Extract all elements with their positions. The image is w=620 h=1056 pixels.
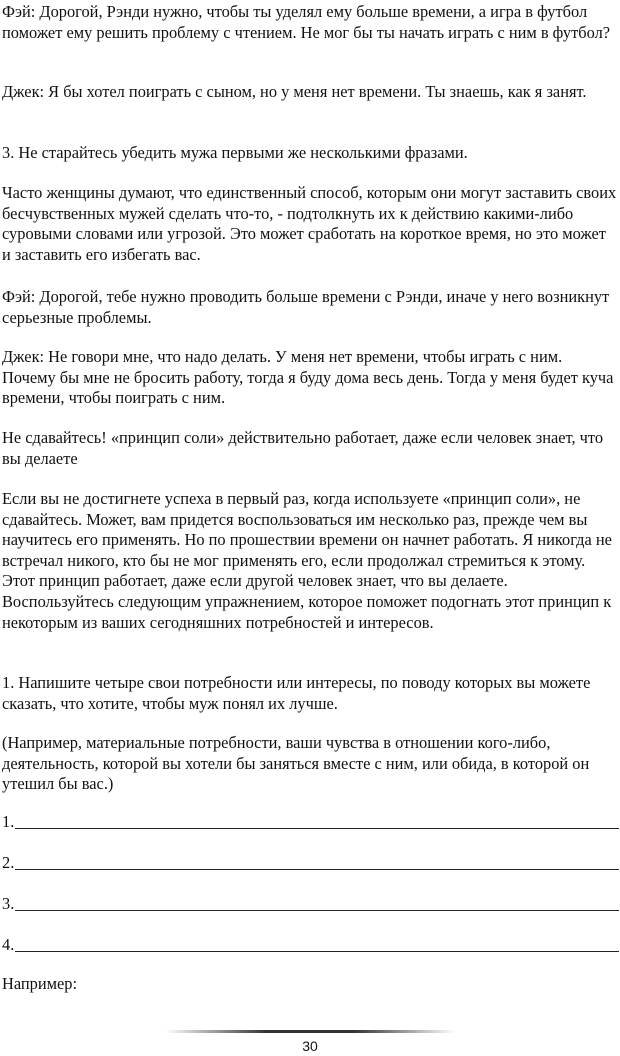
footer-divider bbox=[165, 1030, 455, 1033]
paragraph-salt-principle: Если вы не достигнете успеха в первый раз, когда используете «принцип соли», не сдавайтесь. Может, вам придется воспользоваться им несколько раз, прежде чем вы научитесь его применять. Но по прошествии времени он начнет работать. Я никогда не встречал никого, кто бы не мог применять его, если продолжал стремиться к этому. Этот принцип работает, даже если другой человек знает, что вы делаете. Воспользуйтесь следующим упражнением, которое поможет подогнать этот принцип к некоторым из ваших сегодняшних потребностей и интересов. bbox=[2, 489, 612, 632]
paragraph-example-note: (Например, материальные потребности, ваши чувства в отношении кого-либо, деятельность, которой вы хотели бы заняться вместе с ним, или обида, в которой он утешил бы вас.) bbox=[2, 733, 590, 794]
blank-line bbox=[15, 869, 619, 870]
fill-line-1[interactable] bbox=[2, 810, 619, 832]
paragraph-women-think: Часто женщины думают, что единственный способ, которым они могут заставить своих бесчувственных мужей сделать что-то, - подтолкнуть их к действию какими-либо суровыми словами или угрозой. Это может сработать на короткое время, но это может и заставить его избегать вас. bbox=[2, 183, 617, 264]
paragraph-fay-football: Фэй: Дорогой, Рэнди нужно, чтобы ты уделял ему больше времени, а игра в футбол поможет ему решить проблему с чтением. Не мог бы ты начать играть с ним в футбол? bbox=[2, 2, 611, 42]
fill-line-3[interactable] bbox=[2, 892, 619, 914]
blank-line bbox=[15, 828, 619, 829]
blank-line bbox=[15, 910, 619, 911]
fill-line-number: 4. bbox=[2, 935, 15, 954]
paragraph-exercise-1: 1. Напишите четыре свои потребности или интересы, по поводу которых вы можете сказать, что хотите, чтобы муж понял их лучше. bbox=[2, 673, 591, 713]
page-number: 30 bbox=[302, 1038, 318, 1054]
paragraph-jack-busy: Джек: Я бы хотел поиграть с сыном, но у меня нет времени. Ты знаешь, как я занят. bbox=[2, 82, 587, 101]
closing-label: Например: bbox=[2, 974, 78, 993]
blank-line bbox=[15, 951, 619, 952]
fill-line-number: 2. bbox=[2, 853, 15, 872]
fill-line-2[interactable] bbox=[2, 851, 619, 873]
paragraph-dont-give-up-heading: Не сдавайтесь! «принцип соли» действительно работает, даже если человек знает, что вы делаете bbox=[2, 428, 604, 468]
paragraph-jack-dont-tell: Джек: Не говори мне, что надо делать. У меня нет времени, чтобы играть с ним. Почему бы мне не бросить работу, тогда я буду дома весь день. Тогда у меня будет куча времени, чтобы поиграть с ним. bbox=[2, 347, 614, 408]
fill-line-number: 3. bbox=[2, 894, 15, 913]
paragraph-point-3: 3. Не старайтесь убедить мужа первыми же несколькими фразами. bbox=[2, 143, 468, 162]
fill-line-number: 1. bbox=[2, 812, 15, 831]
fill-line-4[interactable] bbox=[2, 933, 619, 955]
paragraph-fay-randy: Фэй: Дорогой, тебе нужно проводить больше времени с Рэнди, иначе у него возникнут серьезные проблемы. bbox=[2, 287, 610, 327]
